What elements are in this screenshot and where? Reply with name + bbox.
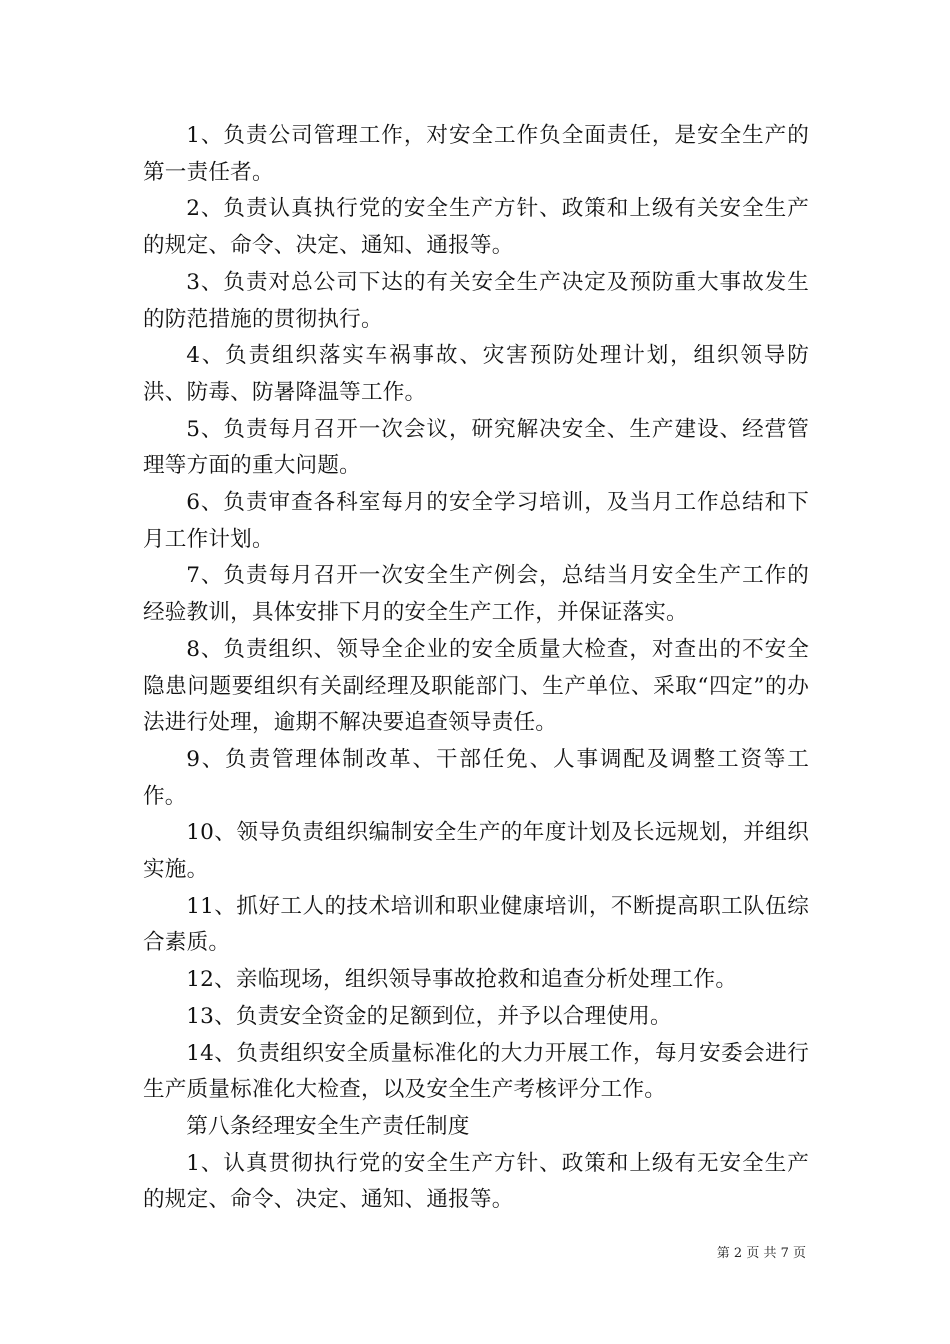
paragraph-9: 9、负责管理体制改革、干部任免、人事调配及调整工资等工作。 [143,746,809,809]
paragraph-3: 3、负责对总公司下达的有关安全生产决定及预防重大事故发生的防范措施的贯彻执行。 [143,269,809,332]
paragraph-12: 12、亲临现场，组织领导事故抢救和追查分析处理工作。 [186,967,738,993]
paragraph-15: 1、认真贯彻执行党的安全生产方针、政策和上级有无安全生产的规定、命令、决定、通知、通报等。 [143,1150,809,1213]
paragraph-13: 13、负责安全资金的足额到位，并予以合理使用。 [186,1003,672,1029]
paragraph-8: 8、负责组织、领导全企业的安全质量大检查，对查出的不安全隐患问题要组织有关副经理及职能部门、生产单位、采取“四定”的办法进行处理，逾期不解决要追查领导责任。 [143,636,809,736]
paragraph-6: 6、负责审查各科室每月的安全学习培训，及当月工作总结和下月工作计划。 [143,490,809,552]
paragraph-4: 4、负责组织落实车祸事故、灾害预防处理计划，组织领导防洪、防毒、防暑降温等工作。 [143,343,809,405]
paragraph-14: 14、负责组织安全质量标准化的大力开展工作，每月安委会进行生产质量标准化大检查，以及安全生产考核评分工作。 [143,1040,809,1103]
page-number: 第 2 页 共 7 页 [716,1246,806,1261]
paragraph-11: 11、抓好工人的技术培训和职业健康培训，不断提高职工队伍综合素质。 [143,893,809,956]
document-body [143,118,809,1219]
paragraph-5: 5、负责每月召开一次会议，研究解决安全、生产建设、经营管理等方面的重大问题。 [143,416,809,479]
paragraph-1: 1、负责公司管理工作，对安全工作负全面责任，是安全生产的第一责任者。 [143,123,809,185]
paragraph-2: 2、负责认真执行党的安全生产方针、政策和上级有关安全生产的规定、命令、决定、通知、通报等。 [143,196,809,259]
paragraph-7: 7、负责每月召开一次安全生产例会，总结当月安全生产工作的经验教训，具体安排下月的安全生产工作，并保证落实。 [143,563,809,626]
paragraph-10: 10、领导负责组织编制安全生产的年度计划及长远规划，并组织实施。 [143,820,809,883]
section-heading: 第八条经理安全生产责任制度 [186,1113,470,1139]
